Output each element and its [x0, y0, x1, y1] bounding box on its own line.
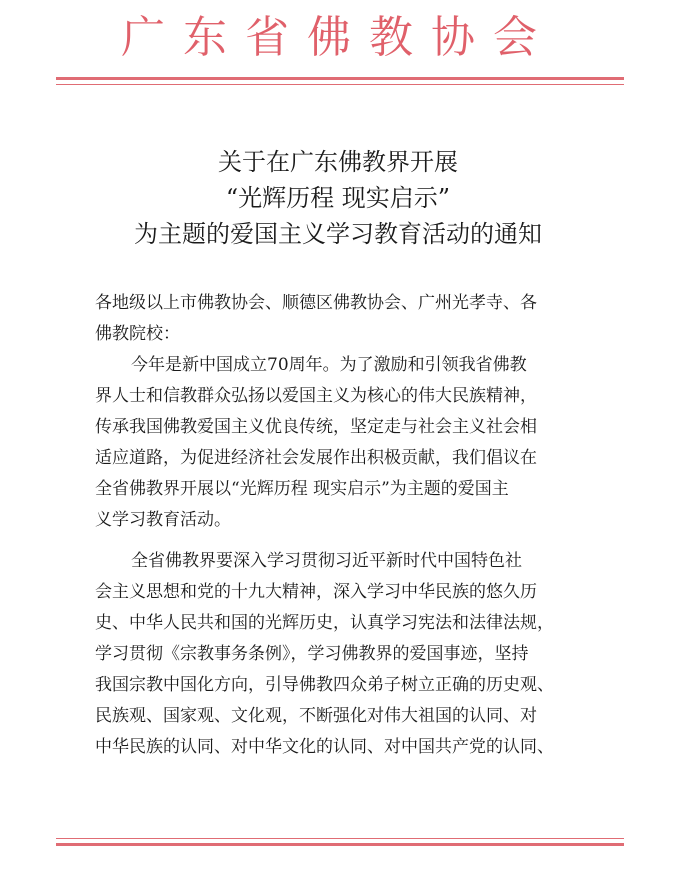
footer-rule-thick [56, 843, 624, 846]
paragraph-line: 中华民族的认同、对中华文化的认同、对中国共产党的认同、 [95, 737, 554, 757]
paragraph-line: 义学习教育活动。 [95, 510, 231, 530]
salutation-line: 各地级以上市佛教协会、顺德区佛教协会、广州光孝寺、各 [95, 293, 537, 313]
document-title [60, 144, 616, 252]
paragraph-line: 传承我国佛教爱国主义优良传统，坚定走与社会主义社会相 [95, 417, 537, 437]
title-line-1: 关于在广东佛教界开展 [218, 148, 458, 176]
paragraph-line: 史、中华人民共和国的光辉历史，认真学习宪法和法律法规， [95, 613, 554, 633]
paragraph-line: 界人士和信教群众弘扬以爱国主义为核心的伟大民族精神， [95, 386, 537, 406]
paragraph-line: 民族观、国家观、文化观，不断强化对伟大祖国的认同、对 [95, 706, 537, 726]
letterhead-org-name: 广东省佛教协会 [121, 12, 555, 63]
letterhead-rule-thick-top [56, 77, 624, 80]
paragraph-line: 会主义思想和党的十九大精神，深入学习中华民族的悠久历 [95, 582, 537, 602]
paragraph-line: 全省佛教界开展以“光辉历程 现实启示”为主题的爱国主 [95, 479, 509, 499]
paragraph-gap [95, 536, 595, 546]
document-body [95, 288, 595, 763]
paragraph-line: 全省佛教界要深入学习贯彻习近平新时代中国特色社 [131, 551, 522, 571]
paragraph-line: 学习贯彻《宗教事务条例》，学习佛教界的爱国事迹，坚持 [95, 644, 529, 664]
paragraph-line: 适应道路，为促进经济社会发展作出积极贡献，我们倡议在 [95, 448, 537, 468]
letterhead-rule-thin-top [56, 84, 624, 85]
title-line-3: 为主题的爱国主义学习教育活动的通知 [134, 220, 542, 248]
salutation-line: 佛教院校： [95, 324, 180, 344]
title-line-2: “光辉历程 现实启示” [225, 184, 451, 212]
paragraph-line: 今年是新中国成立70周年。为了激励和引领我省佛教 [131, 355, 527, 375]
salutation [95, 288, 595, 350]
paragraph-line: 我国宗教中国化方向，引导佛教四众弟子树立正确的历史观、 [95, 675, 554, 695]
paragraph-2 [95, 546, 595, 763]
footer-rule-thin [56, 838, 624, 839]
paragraph-1 [95, 350, 595, 536]
